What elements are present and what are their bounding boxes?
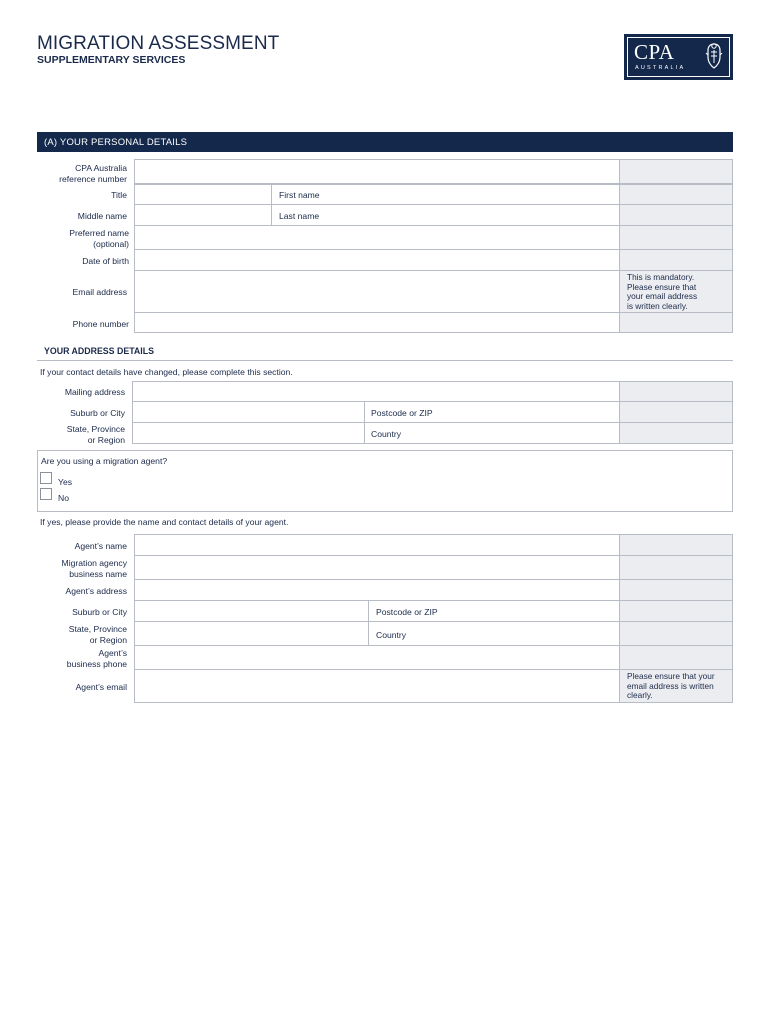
agent-phone-label-line1: Agent’s	[98, 648, 127, 658]
state-label-line2: or Region	[87, 435, 125, 445]
agency-name-side-cell	[619, 555, 733, 580]
preferred-name-label-line1: Preferred name	[69, 228, 129, 238]
address-intro: If your contact details have changed, please complete this section.	[40, 367, 293, 377]
phone-number-label: Phone number	[72, 319, 129, 329]
agent-suburb-input[interactable]	[134, 600, 369, 622]
logo-text: CPA	[634, 40, 675, 64]
phone-number-side-cell	[619, 312, 733, 333]
email-note-line1: This is mandatory.	[627, 272, 695, 282]
agent-country-label: Country	[376, 630, 407, 640]
title-input[interactable]	[134, 184, 272, 205]
agent-email-note-line3: clearly.	[627, 690, 653, 701]
state-label-line1: State, Province	[66, 424, 125, 434]
mailing-address-side-cell	[619, 381, 733, 402]
mailing-address-label: Mailing address	[64, 387, 125, 397]
cpa-ref-label-line2: reference number	[59, 174, 127, 184]
email-note-line3: your email address	[627, 291, 698, 302]
agency-label-line1: Migration agency	[61, 558, 127, 568]
first-name-side-cell	[619, 184, 733, 205]
agent-name-label: Agent’s name	[74, 541, 127, 551]
preferred-name-input[interactable]	[134, 225, 620, 250]
middle-name-label: Middle name	[77, 211, 127, 221]
country-side-cell	[619, 422, 733, 444]
preferred-name-label-line2: (optional)	[93, 239, 129, 249]
date-of-birth-label: Date of birth	[82, 256, 129, 266]
agent-address-input[interactable]	[134, 579, 620, 601]
agent-intro: If yes, please provide the name and contact details of your agent.	[40, 517, 289, 527]
agent-email-input[interactable]	[134, 669, 620, 703]
address-section-heading: YOUR ADDRESS DETAILS	[44, 346, 154, 356]
agent-country-side-cell	[619, 621, 733, 646]
cpa-reference-input[interactable]	[134, 159, 620, 184]
agent-yes-label: Yes	[58, 477, 73, 487]
form-subtitle: SUPPLEMENTARY SERVICES	[37, 54, 186, 66]
logo-subtext: AUSTRALIA	[635, 65, 686, 71]
agent-address-label: Agent’s address	[65, 586, 127, 596]
agent-state-label-line1: State, Province	[68, 624, 127, 634]
email-address-label: Email address	[72, 287, 127, 297]
phone-number-input[interactable]	[134, 312, 620, 333]
address-divider	[37, 360, 733, 361]
date-of-birth-side-cell	[619, 249, 733, 271]
form-title: MIGRATION ASSESSMENT	[37, 33, 280, 54]
agent-postcode-side-cell	[619, 600, 733, 622]
agent-name-input[interactable]	[134, 534, 620, 556]
last-name-input[interactable]	[271, 204, 620, 226]
agent-phone-label-line2: business phone	[66, 659, 127, 669]
first-name-label: First name	[279, 190, 320, 200]
title-label: Title	[111, 190, 127, 200]
agent-state-label-line2: or Region	[89, 635, 127, 645]
date-of-birth-input[interactable]	[134, 249, 620, 271]
middle-name-input[interactable]	[134, 204, 272, 226]
country-input[interactable]	[364, 422, 620, 444]
suburb-label: Suburb or City	[70, 408, 125, 418]
agent-address-side-cell	[619, 579, 733, 601]
agent-no-checkbox[interactable]	[40, 488, 52, 500]
cpa-reference-side-cell	[619, 159, 733, 184]
email-note-line4: is written clearly.	[627, 300, 688, 311]
agent-state-input[interactable]	[134, 621, 369, 646]
agent-yes-checkbox[interactable]	[40, 472, 52, 484]
agent-suburb-label: Suburb or City	[72, 607, 127, 617]
cpa-australia-logo	[624, 34, 733, 80]
agent-email-note-text	[627, 672, 715, 701]
mailing-address-input[interactable]	[132, 381, 620, 402]
postcode-label: Postcode or ZIP	[371, 408, 433, 418]
suburb-input[interactable]	[132, 401, 365, 423]
crest-icon	[703, 41, 725, 71]
cpa-ref-label-line1: CPA Australia	[75, 163, 127, 173]
first-name-input[interactable]	[271, 184, 620, 205]
agent-postcode-label: Postcode or ZIP	[376, 607, 438, 617]
last-name-side-cell	[619, 204, 733, 226]
agent-phone-input[interactable]	[134, 645, 620, 670]
agency-label-line2: business name	[69, 569, 127, 579]
last-name-label: Last name	[279, 211, 320, 221]
agent-email-label: Agent’s email	[75, 682, 127, 692]
agent-email-note-line2: email address is written	[627, 680, 714, 691]
postcode-side-cell	[619, 401, 733, 423]
preferred-name-side-cell	[619, 225, 733, 250]
agent-email-note-line1: Please ensure that your	[627, 671, 715, 681]
email-address-input[interactable]	[134, 270, 620, 313]
agent-name-side-cell	[619, 534, 733, 556]
agent-no-label: No	[58, 493, 69, 503]
email-note-text	[627, 273, 697, 311]
email-note-line2: Please ensure that	[627, 281, 697, 292]
agency-name-input[interactable]	[134, 555, 620, 580]
state-input[interactable]	[132, 422, 365, 444]
agent-phone-side-cell	[619, 645, 733, 670]
section-a-heading: (A) YOUR PERSONAL DETAILS	[37, 132, 733, 152]
country-label: Country	[371, 429, 402, 439]
migration-agent-question: Are you using a migration agent?	[41, 456, 168, 466]
